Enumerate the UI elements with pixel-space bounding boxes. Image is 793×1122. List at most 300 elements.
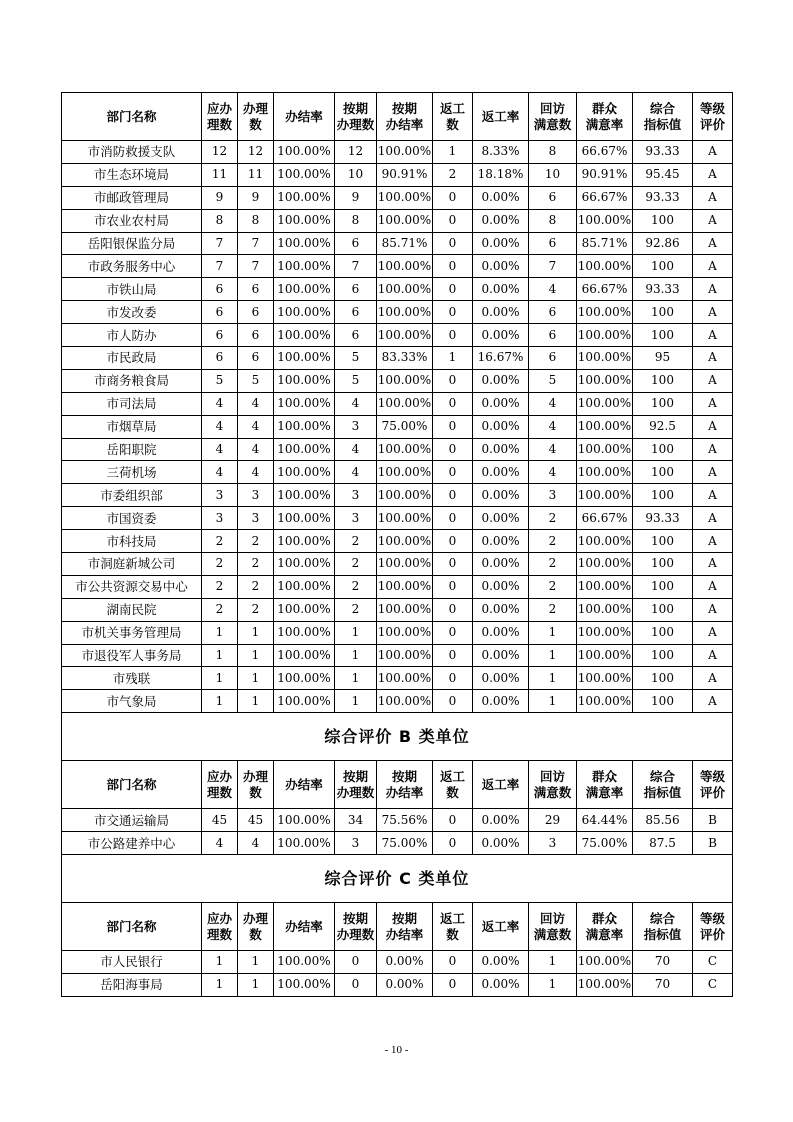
cell-dept-name: 市气象局 [62, 690, 202, 713]
cell-rework-count: 0 [433, 553, 473, 576]
table-row [62, 347, 733, 370]
cell-rework-count: 1 [433, 347, 473, 370]
cell-grade: A [693, 347, 733, 370]
cell-handled: 2 [238, 575, 274, 598]
cell-dept-name: 市商务粮食局 [62, 369, 202, 392]
cell-satisfaction-rate: 100.00% [577, 461, 633, 484]
cell-rework-rate: 0.00% [473, 301, 529, 324]
cell-satisfied-count: 2 [529, 553, 577, 576]
cell-completion-rate: 100.00% [274, 575, 335, 598]
cell-rework-count: 0 [433, 507, 473, 530]
cell-satisfied-count: 2 [529, 575, 577, 598]
cell-completion-rate: 100.00% [274, 278, 335, 301]
cell-satisfied-count: 1 [529, 973, 577, 996]
table-row [62, 644, 733, 667]
cell-rework-rate: 0.00% [473, 621, 529, 644]
header-label: 办理 数 [242, 768, 268, 800]
header-should-handle [202, 93, 238, 141]
cell-satisfied-count: 6 [529, 186, 577, 209]
cell-rework-rate: 0.00% [473, 369, 529, 392]
cell-on-time-rate: 100.00% [377, 461, 433, 484]
header-label: 办结率 [285, 776, 323, 792]
cell-on-time-count: 3 [335, 507, 377, 530]
cell-completion-rate: 100.00% [274, 255, 335, 278]
cell-index-value: 100 [633, 575, 693, 598]
cell-satisfied-count: 7 [529, 255, 577, 278]
cell-grade: A [693, 438, 733, 461]
cell-on-time-rate: 0.00% [377, 951, 433, 974]
cell-dept-name: 市农业农村局 [62, 209, 202, 232]
header-label: 办结率 [285, 108, 323, 124]
header-grade [693, 761, 733, 809]
cell-rework-rate: 18.18% [473, 163, 529, 186]
cell-grade: B [693, 832, 733, 855]
cell-satisfied-count: 1 [529, 667, 577, 690]
header-dept-name [62, 761, 202, 809]
cell-dept-name: 岳阳银保监分局 [62, 232, 202, 255]
cell-satisfied-count: 10 [529, 163, 577, 186]
cell-completion-rate: 100.00% [274, 690, 335, 713]
cell-index-value: 100 [633, 553, 693, 576]
evaluation-table [61, 92, 733, 997]
cell-rework-rate: 0.00% [473, 484, 529, 507]
header-label: 应办 理数 [206, 768, 232, 800]
cell-rework-rate: 0.00% [473, 255, 529, 278]
cell-rework-rate: 0.00% [473, 278, 529, 301]
cell-rework-rate: 0.00% [473, 415, 529, 438]
table-body [62, 93, 733, 997]
cell-dept-name: 三荷机场 [62, 461, 202, 484]
cell-completion-rate: 100.00% [274, 186, 335, 209]
cell-satisfaction-rate: 100.00% [577, 347, 633, 370]
cell-on-time-rate: 100.00% [377, 392, 433, 415]
table-row [62, 278, 733, 301]
cell-handled: 1 [238, 973, 274, 996]
header-label: 按期 办理数 [336, 768, 375, 800]
header-grade [693, 93, 733, 141]
cell-dept-name: 市铁山局 [62, 278, 202, 301]
cell-completion-rate: 100.00% [274, 209, 335, 232]
cell-dept-name: 岳阳海事局 [62, 973, 202, 996]
cell-grade: A [693, 163, 733, 186]
header-should-handle [202, 903, 238, 951]
table-row [62, 186, 733, 209]
header-label: 等级 评价 [699, 768, 725, 800]
cell-should-handle: 1 [202, 951, 238, 974]
table-row [62, 809, 733, 832]
cell-dept-name: 市政务服务中心 [62, 255, 202, 278]
cell-on-time-rate: 100.00% [377, 598, 433, 621]
cell-on-time-count: 0 [335, 973, 377, 996]
cell-should-handle: 5 [202, 369, 238, 392]
cell-satisfaction-rate: 75.00% [577, 832, 633, 855]
cell-rework-rate: 0.00% [473, 507, 529, 530]
cell-satisfaction-rate: 100.00% [577, 973, 633, 996]
header-index-value [633, 903, 693, 951]
cell-completion-rate: 100.00% [274, 644, 335, 667]
cell-rework-count: 0 [433, 232, 473, 255]
cell-should-handle: 45 [202, 809, 238, 832]
cell-rework-rate: 0.00% [473, 232, 529, 255]
table-row [62, 438, 733, 461]
table-row [62, 209, 733, 232]
header-rework-rate [473, 761, 529, 809]
header-label: 综合 指标值 [643, 910, 682, 942]
cell-rework-rate: 0.00% [473, 667, 529, 690]
cell-satisfied-count: 1 [529, 690, 577, 713]
cell-satisfied-count: 2 [529, 530, 577, 553]
table-row [62, 324, 733, 347]
cell-rework-count: 0 [433, 255, 473, 278]
table-row [62, 667, 733, 690]
cell-handled: 2 [238, 598, 274, 621]
cell-completion-rate: 100.00% [274, 141, 335, 164]
cell-satisfied-count: 1 [529, 951, 577, 974]
header-label: 返工率 [481, 108, 520, 124]
section-c-title-row [62, 855, 733, 903]
header-label: 综合 指标值 [643, 100, 682, 132]
cell-on-time-rate: 100.00% [377, 553, 433, 576]
cell-grade: A [693, 255, 733, 278]
header-label: 返工率 [481, 918, 520, 934]
cell-satisfaction-rate: 100.00% [577, 553, 633, 576]
cell-dept-name: 市公共资源交易中心 [62, 575, 202, 598]
header-dept-name [62, 903, 202, 951]
header-label: 群众 满意率 [585, 910, 624, 942]
cell-grade: B [693, 809, 733, 832]
header-on-time-rate [377, 903, 433, 951]
header-label: 办结率 [285, 918, 323, 934]
cell-completion-rate: 100.00% [274, 809, 335, 832]
header-label: 按期 办理数 [336, 100, 375, 132]
header-dept-name [62, 93, 202, 141]
cell-grade: A [693, 461, 733, 484]
cell-dept-name: 市发改委 [62, 301, 202, 324]
cell-on-time-count: 3 [335, 832, 377, 855]
cell-satisfaction-rate: 100.00% [577, 324, 633, 347]
cell-completion-rate: 100.00% [274, 553, 335, 576]
header-label: 回访 满意数 [533, 910, 572, 942]
cell-satisfied-count: 4 [529, 415, 577, 438]
cell-satisfaction-rate: 90.91% [577, 163, 633, 186]
cell-on-time-rate: 100.00% [377, 141, 433, 164]
cell-index-value: 70 [633, 973, 693, 996]
header-rework-count [433, 93, 473, 141]
cell-rework-rate: 0.00% [473, 690, 529, 713]
header-label: 综合 指标值 [643, 768, 682, 800]
cell-grade: A [693, 141, 733, 164]
cell-rework-count: 0 [433, 484, 473, 507]
cell-satisfied-count: 3 [529, 832, 577, 855]
cell-index-value: 93.33 [633, 141, 693, 164]
cell-on-time-count: 1 [335, 667, 377, 690]
cell-grade: C [693, 973, 733, 996]
cell-on-time-count: 6 [335, 278, 377, 301]
cell-on-time-rate: 90.91% [377, 163, 433, 186]
cell-grade: A [693, 369, 733, 392]
cell-completion-rate: 100.00% [274, 438, 335, 461]
cell-on-time-count: 2 [335, 598, 377, 621]
cell-on-time-count: 2 [335, 575, 377, 598]
cell-on-time-count: 9 [335, 186, 377, 209]
header-handled [238, 761, 274, 809]
section-title: 综合评价 C 类单位 [62, 855, 733, 903]
cell-on-time-rate: 75.00% [377, 415, 433, 438]
cell-completion-rate: 100.00% [274, 484, 335, 507]
cell-dept-name: 市洞庭新城公司 [62, 553, 202, 576]
cell-satisfied-count: 2 [529, 507, 577, 530]
table-row [62, 690, 733, 713]
header-label: 返工 数 [439, 100, 465, 132]
cell-index-value: 95.45 [633, 163, 693, 186]
cell-should-handle: 6 [202, 324, 238, 347]
cell-handled: 4 [238, 392, 274, 415]
header-completion-rate [274, 93, 335, 141]
header-on-time-count [335, 903, 377, 951]
cell-satisfaction-rate: 100.00% [577, 575, 633, 598]
cell-on-time-count: 0 [335, 951, 377, 974]
cell-dept-name: 市生态环境局 [62, 163, 202, 186]
cell-satisfaction-rate: 100.00% [577, 690, 633, 713]
cell-dept-name: 市人防办 [62, 324, 202, 347]
cell-grade: C [693, 951, 733, 974]
cell-satisfaction-rate: 100.00% [577, 598, 633, 621]
table-row [62, 951, 733, 974]
cell-on-time-count: 4 [335, 461, 377, 484]
cell-grade: A [693, 667, 733, 690]
header-label: 返工率 [481, 776, 520, 792]
header-label: 应办 理数 [206, 910, 232, 942]
cell-dept-name: 市机关事务管理局 [62, 621, 202, 644]
cell-satisfaction-rate: 100.00% [577, 667, 633, 690]
header-index-value [633, 761, 693, 809]
cell-rework-rate: 0.00% [473, 186, 529, 209]
section-a-header-row [62, 93, 733, 141]
cell-on-time-rate: 100.00% [377, 438, 433, 461]
cell-should-handle: 4 [202, 415, 238, 438]
header-label: 等级 评价 [699, 100, 725, 132]
cell-satisfaction-rate: 100.00% [577, 392, 633, 415]
table-row [62, 598, 733, 621]
cell-completion-rate: 100.00% [274, 667, 335, 690]
cell-handled: 6 [238, 347, 274, 370]
cell-satisfaction-rate: 100.00% [577, 209, 633, 232]
cell-index-value: 100 [633, 369, 693, 392]
cell-on-time-count: 1 [335, 621, 377, 644]
cell-should-handle: 1 [202, 644, 238, 667]
cell-rework-count: 0 [433, 951, 473, 974]
cell-dept-name: 市交通运输局 [62, 809, 202, 832]
cell-should-handle: 1 [202, 621, 238, 644]
cell-on-time-count: 5 [335, 369, 377, 392]
cell-index-value: 87.5 [633, 832, 693, 855]
header-on-time-count [335, 761, 377, 809]
cell-rework-count: 0 [433, 530, 473, 553]
cell-satisfaction-rate: 100.00% [577, 644, 633, 667]
cell-should-handle: 3 [202, 507, 238, 530]
cell-grade: A [693, 507, 733, 530]
header-rework-rate [473, 903, 529, 951]
cell-dept-name: 市烟草局 [62, 415, 202, 438]
cell-completion-rate: 100.00% [274, 347, 335, 370]
cell-should-handle: 6 [202, 278, 238, 301]
cell-on-time-rate: 100.00% [377, 369, 433, 392]
cell-should-handle: 2 [202, 598, 238, 621]
cell-satisfied-count: 6 [529, 232, 577, 255]
cell-satisfied-count: 6 [529, 301, 577, 324]
cell-on-time-rate: 100.00% [377, 575, 433, 598]
cell-grade: A [693, 530, 733, 553]
cell-on-time-count: 1 [335, 690, 377, 713]
cell-rework-count: 0 [433, 369, 473, 392]
header-handled [238, 903, 274, 951]
cell-on-time-rate: 100.00% [377, 644, 433, 667]
cell-on-time-count: 6 [335, 324, 377, 347]
cell-index-value: 100 [633, 209, 693, 232]
cell-handled: 3 [238, 507, 274, 530]
cell-on-time-rate: 100.00% [377, 186, 433, 209]
cell-rework-rate: 0.00% [473, 598, 529, 621]
header-label: 应办 理数 [206, 100, 232, 132]
cell-rework-count: 0 [433, 278, 473, 301]
cell-grade: A [693, 392, 733, 415]
cell-handled: 6 [238, 278, 274, 301]
cell-index-value: 85.56 [633, 809, 693, 832]
cell-rework-count: 0 [433, 324, 473, 347]
header-label: 按期 办结率 [385, 768, 424, 800]
cell-handled: 4 [238, 415, 274, 438]
section-b-header-row [62, 761, 733, 809]
cell-handled: 6 [238, 324, 274, 347]
cell-satisfied-count: 1 [529, 621, 577, 644]
cell-grade: A [693, 644, 733, 667]
cell-index-value: 100 [633, 484, 693, 507]
cell-rework-count: 0 [433, 644, 473, 667]
cell-grade: A [693, 186, 733, 209]
cell-on-time-count: 12 [335, 141, 377, 164]
cell-rework-count: 0 [433, 690, 473, 713]
cell-rework-count: 2 [433, 163, 473, 186]
cell-completion-rate: 100.00% [274, 392, 335, 415]
cell-satisfaction-rate: 100.00% [577, 255, 633, 278]
cell-handled: 8 [238, 209, 274, 232]
cell-on-time-count: 1 [335, 644, 377, 667]
cell-rework-rate: 0.00% [473, 209, 529, 232]
cell-on-time-count: 10 [335, 163, 377, 186]
cell-rework-count: 0 [433, 809, 473, 832]
cell-on-time-rate: 0.00% [377, 973, 433, 996]
table-row [62, 973, 733, 996]
cell-rework-count: 0 [433, 438, 473, 461]
cell-rework-count: 0 [433, 209, 473, 232]
cell-on-time-count: 3 [335, 484, 377, 507]
header-rework-count [433, 761, 473, 809]
cell-dept-name: 市国资委 [62, 507, 202, 530]
cell-satisfied-count: 3 [529, 484, 577, 507]
cell-handled: 1 [238, 951, 274, 974]
cell-satisfaction-rate: 100.00% [577, 301, 633, 324]
cell-completion-rate: 100.00% [274, 598, 335, 621]
cell-should-handle: 1 [202, 667, 238, 690]
cell-completion-rate: 100.00% [274, 530, 335, 553]
cell-rework-rate: 0.00% [473, 324, 529, 347]
cell-rework-rate: 0.00% [473, 832, 529, 855]
cell-on-time-count: 4 [335, 392, 377, 415]
cell-handled: 3 [238, 484, 274, 507]
cell-rework-count: 0 [433, 667, 473, 690]
cell-rework-rate: 0.00% [473, 575, 529, 598]
cell-on-time-rate: 100.00% [377, 667, 433, 690]
header-satisfied-count [529, 761, 577, 809]
cell-index-value: 92.86 [633, 232, 693, 255]
cell-completion-rate: 100.00% [274, 951, 335, 974]
header-label: 回访 满意数 [533, 768, 572, 800]
cell-index-value: 100 [633, 667, 693, 690]
cell-rework-rate: 0.00% [473, 461, 529, 484]
cell-rework-count: 0 [433, 598, 473, 621]
cell-completion-rate: 100.00% [274, 973, 335, 996]
header-satisfaction-rate [577, 93, 633, 141]
table-row [62, 255, 733, 278]
cell-index-value: 100 [633, 690, 693, 713]
cell-satisfied-count: 2 [529, 598, 577, 621]
cell-satisfaction-rate: 66.67% [577, 507, 633, 530]
cell-satisfied-count: 4 [529, 438, 577, 461]
header-label: 按期 办理数 [336, 910, 375, 942]
table-row [62, 530, 733, 553]
header-label: 群众 满意率 [585, 768, 624, 800]
cell-dept-name: 市退役军人事务局 [62, 644, 202, 667]
cell-rework-rate: 16.67% [473, 347, 529, 370]
cell-rework-rate: 0.00% [473, 973, 529, 996]
cell-satisfaction-rate: 100.00% [577, 530, 633, 553]
cell-handled: 4 [238, 461, 274, 484]
cell-satisfaction-rate: 66.67% [577, 278, 633, 301]
cell-should-handle: 7 [202, 232, 238, 255]
cell-completion-rate: 100.00% [274, 832, 335, 855]
cell-index-value: 100 [633, 621, 693, 644]
cell-grade: A [693, 598, 733, 621]
cell-index-value: 100 [633, 324, 693, 347]
header-satisfaction-rate [577, 761, 633, 809]
table-row [62, 484, 733, 507]
cell-handled: 11 [238, 163, 274, 186]
cell-on-time-rate: 100.00% [377, 278, 433, 301]
cell-grade: A [693, 324, 733, 347]
cell-handled: 9 [238, 186, 274, 209]
cell-index-value: 93.33 [633, 278, 693, 301]
cell-on-time-count: 6 [335, 232, 377, 255]
cell-on-time-rate: 100.00% [377, 209, 433, 232]
cell-dept-name: 市邮政管理局 [62, 186, 202, 209]
cell-rework-rate: 8.33% [473, 141, 529, 164]
cell-handled: 12 [238, 141, 274, 164]
header-on-time-rate [377, 761, 433, 809]
header-satisfaction-rate [577, 903, 633, 951]
cell-on-time-count: 34 [335, 809, 377, 832]
cell-rework-count: 0 [433, 832, 473, 855]
header-label: 办理 数 [242, 100, 268, 132]
header-rework-rate [473, 93, 529, 141]
header-label: 返工 数 [439, 768, 465, 800]
cell-satisfied-count: 4 [529, 461, 577, 484]
cell-on-time-rate: 75.56% [377, 809, 433, 832]
cell-satisfaction-rate: 85.71% [577, 232, 633, 255]
header-label: 群众 满意率 [585, 100, 624, 132]
cell-index-value: 92.5 [633, 415, 693, 438]
cell-dept-name: 市消防救援支队 [62, 141, 202, 164]
cell-on-time-rate: 100.00% [377, 621, 433, 644]
